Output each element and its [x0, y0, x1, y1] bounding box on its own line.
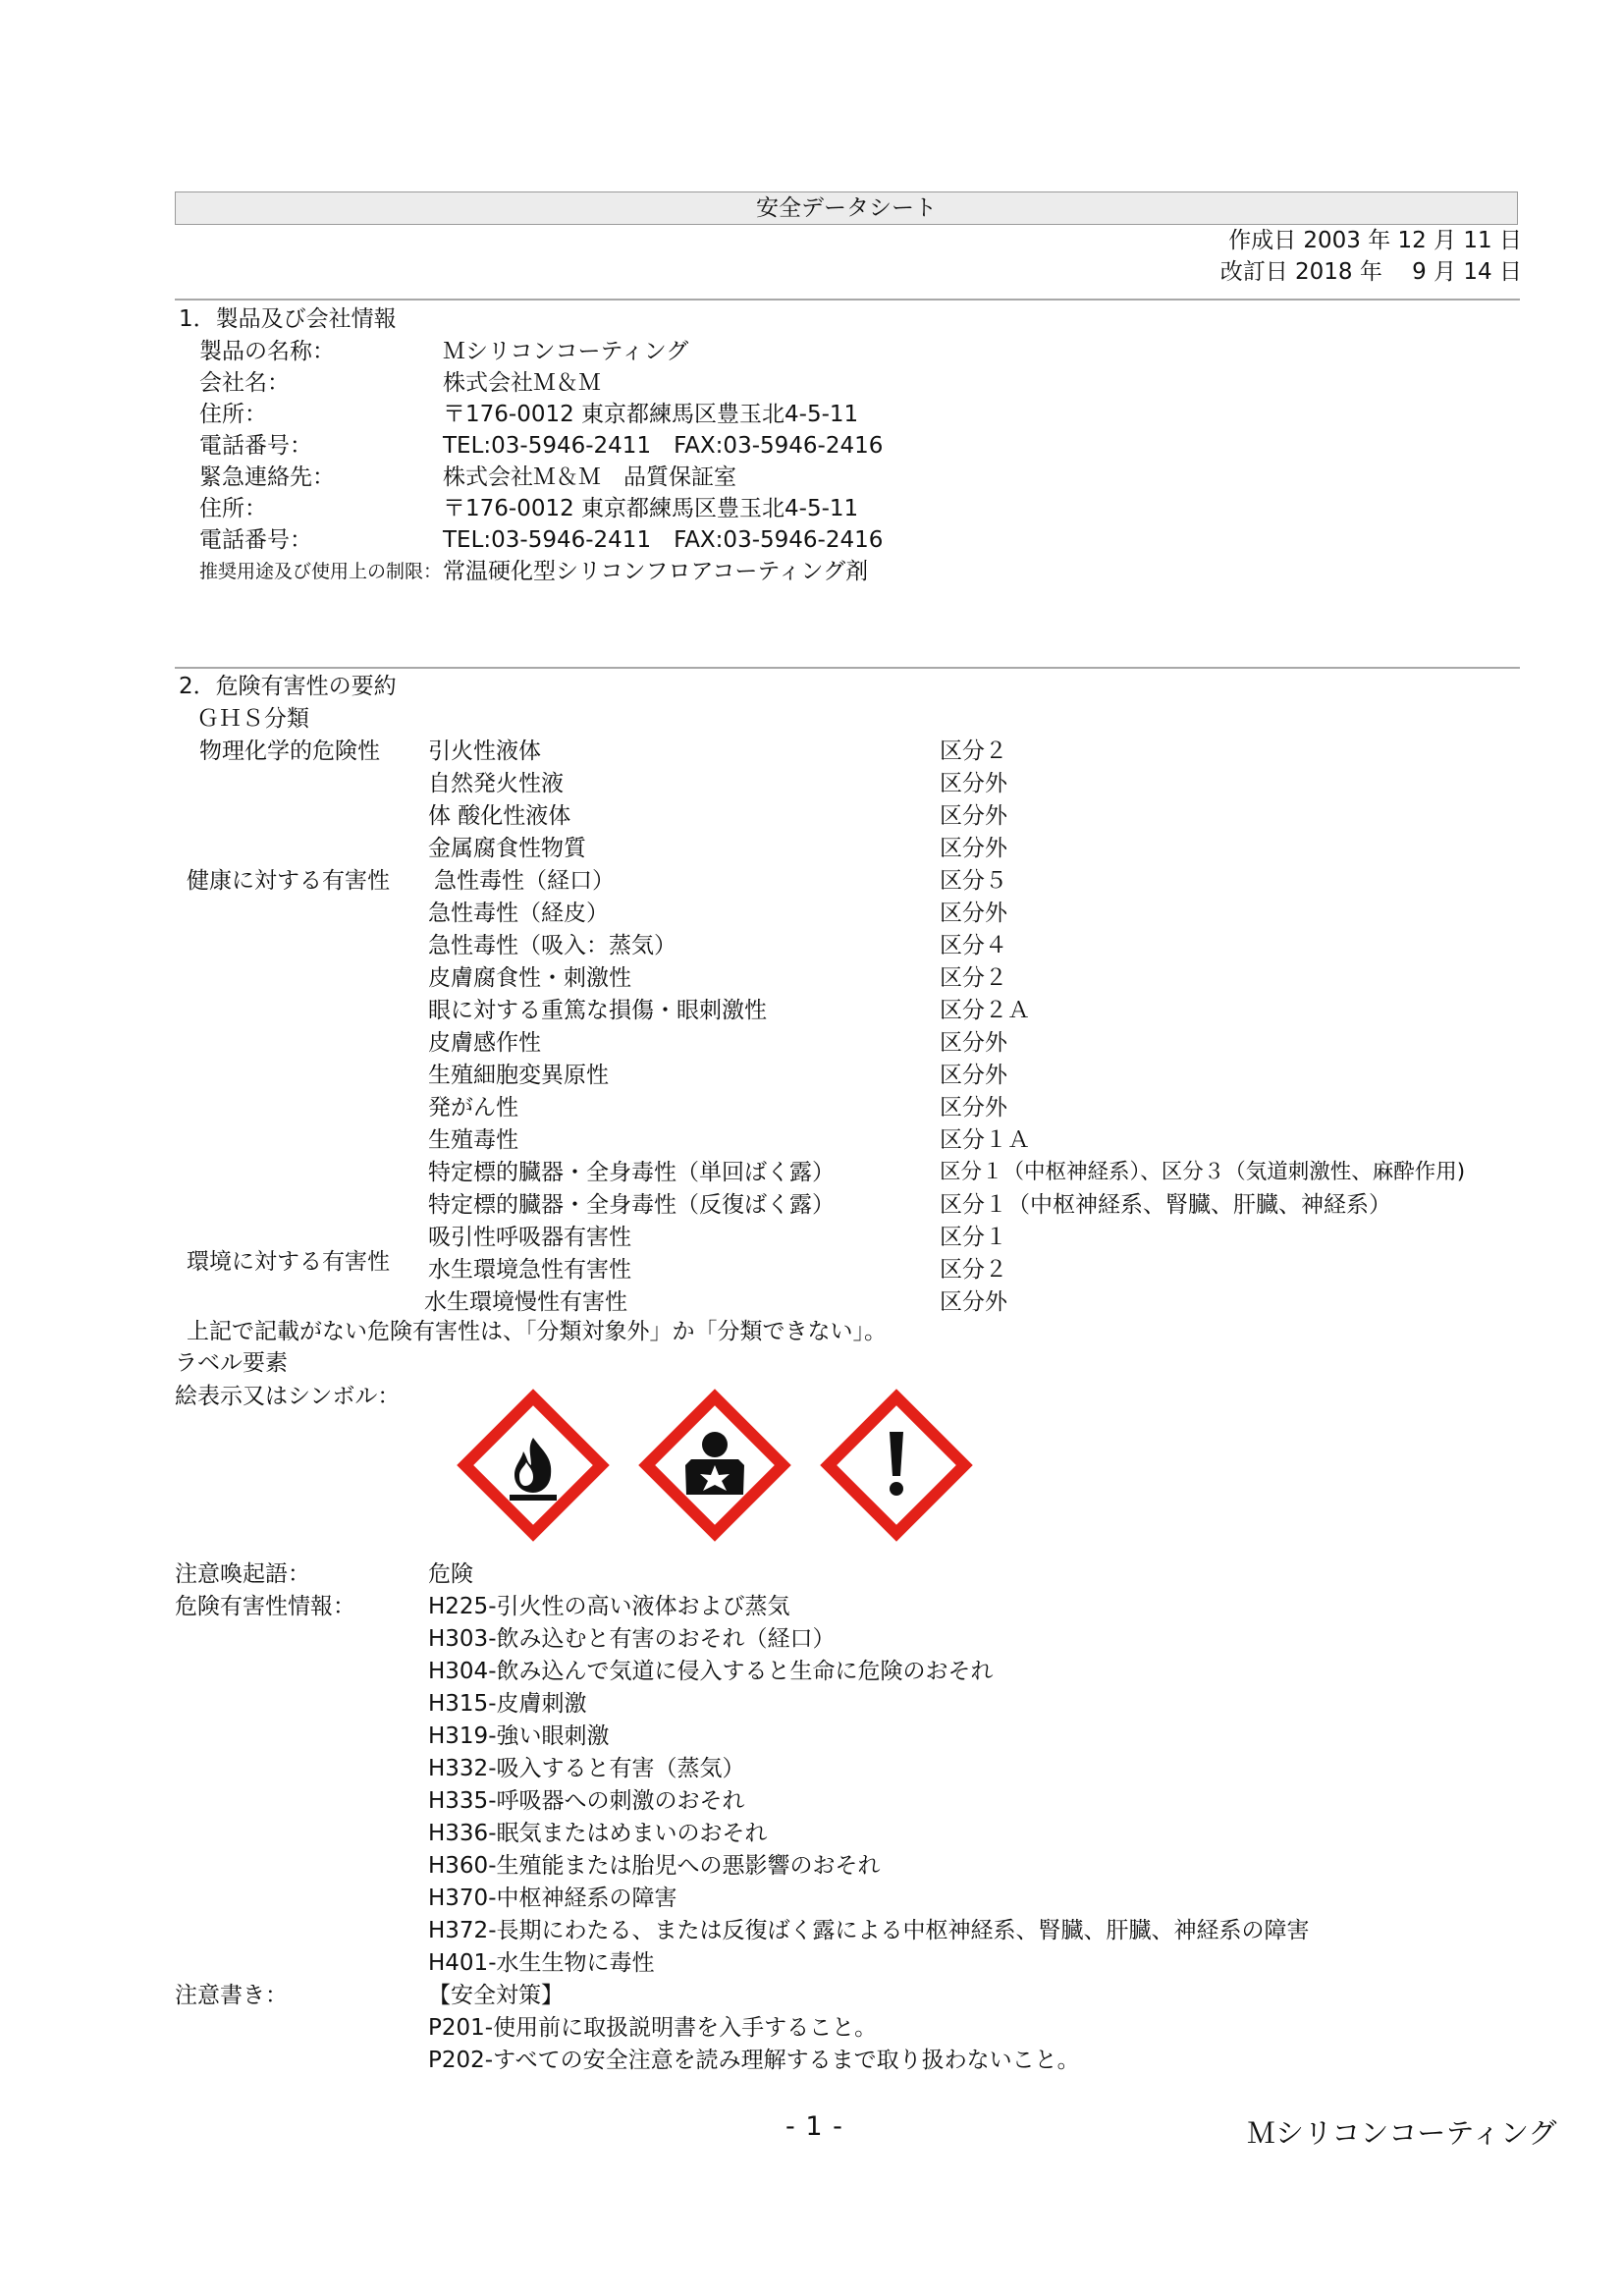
hazard-class: 水生環境慢性有害性	[424, 1289, 627, 1315]
precautions-heading: 【安全対策】	[428, 1983, 564, 2008]
hazard-category: 区分外	[940, 1095, 1007, 1121]
hazard-statement: H225-引火性の高い液体および蒸気	[428, 1594, 790, 1619]
hazard-class: 特定標的臓器・全身毒性（単回ばく露）	[428, 1160, 835, 1185]
precaution-statement: P201-使用前に取扱説明書を入手すること。	[428, 2015, 878, 2041]
hazard-category: 区分２	[940, 738, 1007, 764]
hazard-class: 水生環境急性有害性	[428, 1257, 631, 1283]
group-health: 健康に対する有害性	[187, 868, 390, 894]
hazard-category: 区分２Ａ	[940, 998, 1030, 1023]
ghs-heading: ＧＨＳ分類	[196, 706, 309, 732]
hazard-category: 区分外	[940, 803, 1007, 829]
product-name-value: Ｍシリコンコーティング	[443, 339, 689, 364]
hazard-category: 区分外	[940, 1030, 1007, 1056]
hazard-class: 急性毒性（吸入：蒸気）	[428, 933, 676, 958]
hazard-class: 生殖細胞変異原性	[428, 1063, 609, 1088]
exclamation-mark-icon	[818, 1387, 975, 1544]
hazard-category: 区分１Ａ	[940, 1127, 1030, 1153]
document-title: 安全データシート	[175, 191, 1518, 225]
divider	[175, 667, 1520, 669]
address-label: 住所：	[199, 402, 267, 427]
footer-product-name: Ｍシリコンコーティング	[1247, 2116, 1557, 2150]
hazard-statement: H304-飲み込んで気道に侵入すると生命に危険のおそれ	[428, 1659, 994, 1684]
signal-word-label: 注意喚起語：	[175, 1561, 310, 1587]
hazard-class: 皮膚感作性	[428, 1030, 541, 1056]
group-environment: 環境に対する有害性	[187, 1249, 390, 1275]
section2-heading: 2．危険有害性の要約	[179, 674, 397, 699]
hazard-statement: H315-皮膚刺激	[428, 1691, 587, 1717]
hazard-class: 皮膚腐食性・刺激性	[428, 965, 631, 991]
company-label: 会社名：	[199, 370, 290, 396]
hazard-class: 金属腐食性物質	[428, 836, 586, 861]
hazard-class: 発がん性	[428, 1095, 518, 1121]
hazard-statements-label: 危険有害性情報：	[175, 1594, 355, 1619]
group-physical: 物理化学的危険性	[199, 738, 380, 764]
hazard-category: 区分外	[940, 836, 1007, 861]
phone-value: TEL:03-5946-2411 FAX:03-5946-2416	[443, 433, 884, 459]
hazard-category: 区分１（中枢神経系、腎臓、肝臓、神経系）	[940, 1192, 1391, 1218]
recommended-use-value: 常温硬化型シリコンフロアコーティング剤	[443, 559, 869, 584]
hazard-category: 区分１	[940, 1225, 1007, 1250]
emergency-contact-label: 緊急連絡先：	[199, 465, 335, 490]
hazard-statement: H372-長期にわたる、または反復ばく露による中枢神経系、腎臓、肝臓、神経系の障害	[428, 1918, 1310, 1943]
hazard-statement: H360-生殖能または胎児への悪影響のおそれ	[428, 1853, 881, 1879]
hazard-class: 吸引性呼吸器有害性	[428, 1225, 631, 1250]
hazard-category: 区分外	[940, 1063, 1007, 1088]
hazard-category: 区分外	[940, 901, 1007, 926]
hazard-statement: H370-中枢神経系の障害	[428, 1886, 677, 1911]
emergency-phone-value: TEL:03-5946-2411 FAX:03-5946-2416	[443, 527, 884, 553]
flame-icon	[455, 1387, 612, 1544]
divider	[175, 299, 1520, 301]
health-hazard-icon	[636, 1387, 793, 1544]
hazard-category: 区分１（中枢神経系）、区分３（気道刺激性、麻酔作用)	[940, 1160, 1466, 1184]
precautions-label: 注意書き：	[175, 1983, 288, 2008]
hazard-class: 眼に対する重篤な損傷・眼刺激性	[428, 998, 767, 1023]
hazard-category: 区分外	[940, 771, 1007, 796]
hazard-category: 区分外	[940, 1289, 1007, 1315]
hazard-class: 特定標的臓器・全身毒性（反復ばく露）	[428, 1192, 835, 1218]
hazard-statement: H401-水生生物に毒性	[428, 1950, 655, 1976]
recommended-use-label: 推奨用途及び使用上の制限：	[199, 561, 443, 582]
phone-label: 電話番号：	[199, 433, 312, 459]
precaution-statement: P202-すべての安全注意を読み理解するまで取り扱わないこと。	[428, 2048, 1080, 2073]
hazard-category: 区分５	[940, 868, 1007, 894]
classification-note: 上記で記載がない危険有害性は、「分類対象外」か「分類できない」。	[187, 1319, 887, 1344]
pictogram-label: 絵表示又はシンボル：	[175, 1384, 401, 1409]
address-value: 〒176-0012 東京都練馬区豊玉北4-5-11	[443, 402, 859, 427]
emergency-address-label: 住所：	[199, 496, 267, 521]
hazard-category: 区分２	[940, 1257, 1007, 1283]
section1-heading: 1．製品及び会社情報	[179, 306, 397, 332]
hazard-statement: H335-呼吸器への刺激のおそれ	[428, 1788, 745, 1814]
hazard-class: 生殖毒性	[428, 1127, 518, 1153]
emergency-address-value: 〒176-0012 東京都練馬区豊玉北4-5-11	[443, 496, 859, 521]
product-name-label: 製品の名称：	[199, 339, 335, 364]
signal-word: 危険	[428, 1561, 473, 1587]
label-elements-heading: ラベル要素	[175, 1350, 288, 1376]
hazard-class: 急性毒性（経口）	[434, 868, 615, 894]
hazard-class: 体 酸化性液体	[428, 803, 571, 829]
hazard-category: 区分４	[940, 933, 1007, 958]
hazard-statement: H332-吸入すると有害（蒸気）	[428, 1756, 745, 1781]
company-value: 株式会社Ｍ＆Ｍ	[443, 370, 601, 396]
emergency-contact-value: 株式会社Ｍ＆Ｍ 品質保証室	[443, 465, 736, 490]
revised-date: 改訂日 2018 年 9 月 14 日	[1219, 259, 1522, 285]
hazard-statement: H303-飲み込むと有害のおそれ（経口）	[428, 1626, 836, 1652]
created-date: 作成日 2003 年 12 月 11 日	[1228, 228, 1522, 253]
hazard-class: 引火性液体	[428, 738, 541, 764]
emergency-phone-label: 電話番号：	[199, 527, 312, 553]
page-number: - 1 -	[785, 2111, 843, 2142]
hazard-category: 区分２	[940, 965, 1007, 991]
hazard-statement: H319-強い眼刺激	[428, 1723, 610, 1749]
hazard-statement: H336-眠気またはめまいのおそれ	[428, 1821, 768, 1846]
hazard-class: 自然発火性液	[428, 771, 564, 796]
hazard-class: 急性毒性（経皮）	[428, 901, 609, 926]
